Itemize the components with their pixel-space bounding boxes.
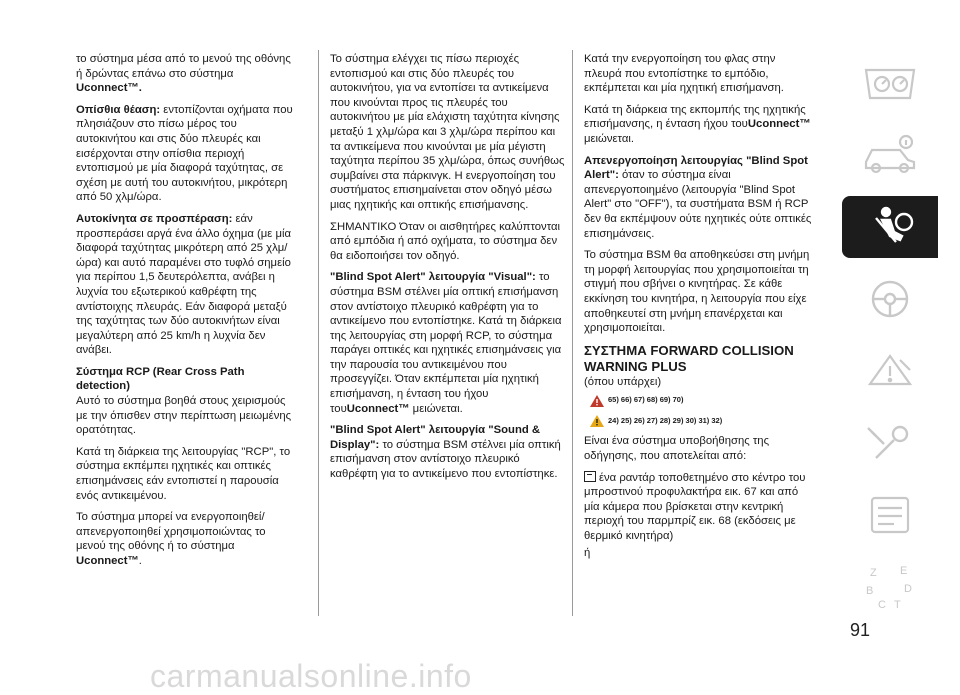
paragraph: Είναι ένα σύστημα υποβοήθησης της οδήγησης, που αποτελείται από: (584, 435, 770, 463)
warning-references (590, 393, 814, 408)
text-bold: Uconnect™. (76, 82, 142, 95)
section-heading-rcp: Σύστημα RCP (Rear Cross Path detection) (76, 365, 245, 393)
text: το σύστημα BSM στέλνει μία οπτική επισήμανση στον αντίστοιχο πλευρικό καθρέφτη για το αντικείμενο που εντοπίστηκε. (330, 438, 561, 481)
text-column-1 (76, 52, 298, 576)
paragraph: ή (584, 546, 591, 559)
tab-maintenance[interactable] (842, 412, 938, 474)
tab-car-info[interactable] (842, 124, 938, 186)
paragraph: Το σύστημα ελέγχει τις πίσω περιοχές εντοπισμού και στις δύο πλευρές του αυτοκινήτου, για να εντοπίσει τα αντικείμενα που κινούνται προς τις πλευρές του αυτοκινήτου με μία ελάχιστη ταχύτητα κίνησης μεταξύ 1 χλμ/ώρα και 3 χλμ/ώρα περίπου και τα αντικείμενα που κινούνται με μία μέγιστη ταχύτητα περίπου 35 χλμ/ώρα, όπως συνήθως συμβαίνει στα πάρκινγκ. Η ενεργοποίηση του συστήματος επισημαίνεται στον οδηγό μέσω μιας ηχητικής και οπτικής επισήμανσης. (330, 53, 565, 211)
paragraph (76, 510, 298, 568)
text: μειώνεται. (584, 132, 635, 145)
text: όταν το σύστημα είναι απενεργοποιημένο (λειτουργία "Blind Spot Alert" στο "OFF"), τα συστήματα BSM ή RCP δεν θα εκπέμψουν ούτε ηχητικές ούτε οπτικές επισημάνσεις. (584, 169, 812, 240)
tab-dashboard[interactable] (842, 52, 938, 114)
tab-safety[interactable] (842, 196, 938, 258)
tools-icon (860, 346, 920, 396)
text-bold: Uconnect™ (747, 118, 811, 131)
paragraph: Κατά τη διάρκεια της λειτουργίας "RCP", το σύστημα εκπέμπει ηχητικές και οπτικές επισημάνσεις εάν εντοπιστεί η παρουσία ενός αντικειμένου. (76, 445, 291, 502)
text: ένα ραντάρ τοποθετημένο στο κέντρο του μπροστινού προφυλακτήρα εικ. 67 και από μία κάμερα που βρίσκεται στην κεντρική περιοχή του παρμπρίζ εικ. 68 (εκδόσεις με θερμικό κινητήρα) (584, 471, 806, 543)
tab-technical[interactable] (842, 484, 938, 546)
index-letter: E (900, 565, 908, 577)
text: εντοπίζονται οχήματα που πλησιάζουν στο πίσω μέρος του αυτοκινήτου και στις δύο πλευρές και εισέρχονται στην οπίσθια περιοχή εντοπισμού με μία διαφορά ταχύτητας, σε σχέση με αυτή του αυτοκινήτου, μικρότερη από 50 χλμ/ώρα. (76, 103, 293, 204)
paragraph (76, 103, 298, 205)
tab-driving[interactable] (842, 268, 938, 330)
column-divider (572, 50, 573, 616)
paragraph (76, 212, 298, 358)
text-bold: Uconnect™ (346, 402, 410, 415)
text: το σύστημα BSM στέλνει μία οπτική επισήμανση στον αντίστοιχο πλευρικό καθρέφτη για το αντικείμενο που εντοπίστηκε. Κατά τη διάρκεια της λειτουργίας στη μορφή RCP, το σύστημα παράγει οπτικές και ηχητικές επισημάνσεις για την παρουσία του αντικειμένου που προσεγγίζει. Όταν εκπέμπεται μία ηχητική επισήμανση, η ένταση του ήχου του (330, 271, 562, 415)
caution-refs: 24) 25) 26) 27) 28) 29) 30) 31) 32) (608, 415, 723, 425)
steering-wheel-icon (860, 274, 920, 324)
index-letter: Z (870, 567, 877, 579)
paragraph: Αυτό το σύστημα βοηθά στους χειρισμούς με την όπισθεν στην περίπτωση μειωμένης ορατότητας. (76, 395, 292, 437)
index-letters-icon (860, 562, 920, 612)
text: . (138, 555, 142, 567)
paragraph-title: Οπίσθια θέαση: (76, 103, 161, 116)
car-info-icon (860, 130, 920, 180)
index-letter: C (878, 599, 886, 611)
technical-data-icon (860, 490, 920, 540)
tab-index[interactable] (842, 556, 938, 618)
paragraph-title: Αυτοκίνητα σε προσπέραση: (76, 212, 233, 225)
index-letter: T (894, 599, 901, 611)
safety-airbag-icon (860, 202, 920, 252)
paragraph: ΣΗΜΑΝΤΙΚΟ Όταν οι αισθητήρες καλύπτονται από εμπόδια ή από οχήματα, το σύστημα δεν θα ειδοποιήσει τον οδηγό. (330, 220, 561, 262)
column-divider (318, 50, 319, 616)
dashboard-icon (860, 58, 920, 108)
caution-references (590, 414, 814, 429)
text: Κατά τη διάρκεια της εκπομπής της ηχητικής επισήμανσης, η ένταση ήχου του (584, 103, 806, 131)
paragraph-title: "Blind Spot Alert" λειτουργία "Visual": (330, 271, 536, 284)
warning-triangle-icon (590, 395, 604, 407)
bullet-icon (584, 471, 596, 482)
warning-refs: 65) 66) 67) 68) 69) 70) (608, 395, 684, 405)
text: εάν προσπεράσει αργά ένα άλλο όχημα (με μία διαφορά ταχύτητας μικρότερη από 25 χλμ/ώρα) και αυτό παραμένει στο τυφλό σημείο για περίπου 1,5 δευτερόλεπτα, ανάβει η λυχνία του εξωτερικού καθρέφτη της αντίστοιχης πλευράς. Εάν διαφορά μεταξύ της ταχύτητας των δύο αυτοκινήτων είναι μεγαλύτερη από 25 km/h η λυχνία δεν ανάβει. (76, 212, 291, 357)
caution-triangle-icon (590, 415, 604, 427)
paragraph: Το σύστημα BSM θα αποθηκεύσει στη μνήμη τη μορφή λειτουργίας που χρησιμοποιείται τη στιγμή που σβήνει ο κινητήρας. Σε κάθε εκκίνηση του κινητήρα, η λειτουργία που είχε αποθηκευτεί στη μνήμη επανέρχεται και χρησιμοποιείται. (584, 249, 810, 335)
text: το σύστημα μέσα από το μενού της οθόνης ή δρώντας επάνω στο σύστημα (76, 53, 291, 80)
watermark: carmanualsonline.info (150, 658, 472, 694)
paragraph (584, 103, 814, 147)
paragraph-title: "Blind Spot Alert" λειτουργία "Sound & Display": (330, 424, 541, 451)
index-letter: B (866, 585, 874, 597)
section-heading-fcw: ΣΥΣΤΗΜΑ FORWARD COLLISION WARNING PLUS (584, 342, 794, 374)
index-letter: D (904, 583, 912, 595)
page-number: 91 (850, 620, 871, 640)
text: μειώνεται. (409, 402, 463, 415)
chapter-tabs (842, 52, 948, 628)
text: Το σύστημα μπορεί να ενεργοποιηθεί/απενεργοποιηθεί χρησιμοποιώντας το μενού της οθόνης ή το σύστημα (76, 511, 266, 553)
tab-emergency[interactable] (842, 340, 938, 402)
section-subtitle: (όπου υπάρχει) (584, 375, 662, 388)
wrench-icon (860, 418, 920, 468)
paragraph (330, 423, 566, 481)
text-bold: Uconnect™ (76, 555, 139, 567)
list-item (584, 471, 814, 544)
paragraph (76, 52, 298, 96)
paragraph-title: Απενεργοποίηση λειτουργίας "Blind Spot Alert": (584, 154, 808, 182)
paragraph (584, 154, 814, 242)
paragraph (330, 270, 566, 416)
paragraph: Κατά την ενεργοποίηση του φλας στην πλευρά που εντοπίστηκε το εμπόδιο, εκπέμπεται και μία ηχητική επισήμανση. (584, 53, 784, 95)
text-column-2 (330, 52, 566, 489)
text-column-3 (584, 52, 814, 567)
